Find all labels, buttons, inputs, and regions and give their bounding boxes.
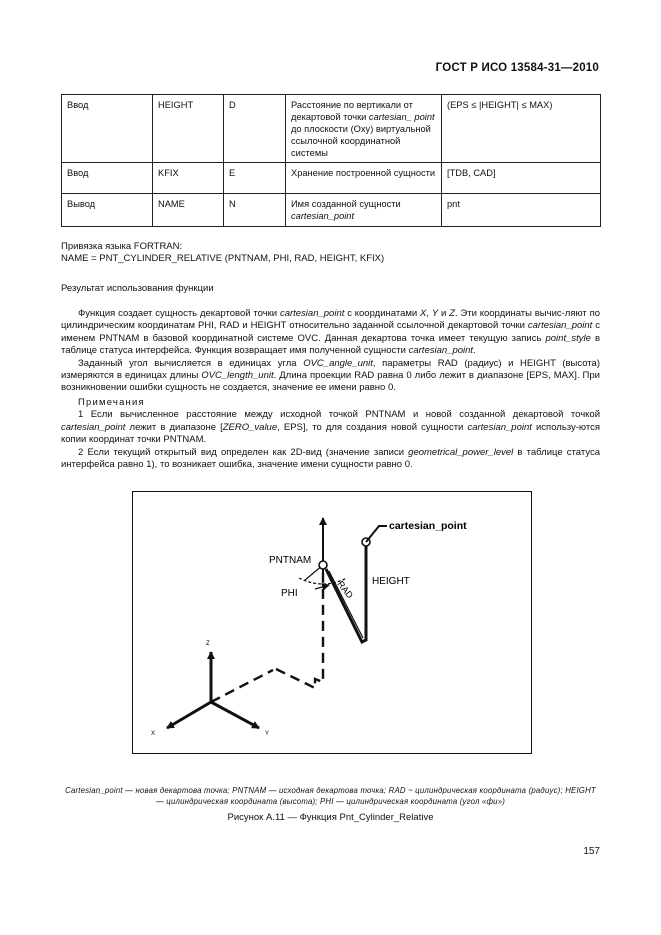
phi-label: PHI (281, 588, 298, 599)
figure-frame (132, 491, 532, 754)
cartesian-point-label: cartesian_point (389, 520, 467, 532)
table-cell-direction: Ввод (62, 95, 153, 163)
axis-z-label: Z (206, 641, 210, 647)
table-row (62, 163, 601, 194)
figure-legend: Cartesian_point — новая декартова точка; PNTNAM — исходная декартова точка; RAD ~ цилиндрическая координата (радиус); HEIGHT — цилиндрическая координата (высота); PHI — цилиндрическая координата (угол «фи») (65, 786, 596, 806)
table-cell-range: [TDB, CAD] (442, 163, 601, 194)
table-cell-description: Расстояние по вертикали от декартовой точки cartesian_ point до плоскости (Oxy) виртуальной ссылочной координатной системы (286, 95, 442, 163)
table-cell-type: N (224, 194, 286, 226)
height-label: HEIGHT (372, 576, 410, 587)
axis-y-line (211, 702, 259, 728)
fortran-binding (61, 241, 600, 266)
table-cell-name: NAME (153, 194, 224, 226)
fortran-heading: Привязка языка FORTRAN: (61, 241, 183, 252)
pntnam-projection-dashed (276, 562, 323, 688)
phi-leader-arrow (315, 585, 329, 589)
axis-x-label: X (151, 731, 156, 737)
table-cell-range: pnt (442, 194, 601, 226)
notes-heading: Примечания (78, 397, 145, 408)
table-cell-range: (EPS ≤ |HEIGHT| ≤ MAX) (442, 95, 601, 163)
rad-label: RAD (335, 579, 356, 601)
parameter-table (61, 94, 601, 227)
table-cell-direction: Вывод (62, 194, 153, 226)
cartesian-point-leader (366, 526, 387, 542)
page-number: 157 (583, 846, 600, 857)
figure-caption: Рисунок А.11 — Функция Pnt_Cylinder_Relative (227, 812, 434, 823)
table-row (62, 194, 601, 226)
table-cell-direction: Ввод (62, 163, 153, 194)
cylinder-diagram (133, 492, 530, 752)
note-2: 2 Если текущий открытый вид определен как 2D-вид (значение записи geometrical_power_level в таблице статуса интерфейса равно 1), то возникает ошибка, значение имени сущности равно 0. (61, 446, 600, 471)
axis-x-line (167, 702, 211, 728)
notes (61, 397, 600, 471)
paragraph-1: Функция создает сущность декартовой точки cartesian_point с координатами X, Y и Z. Эти координаты вычис-ляют по цилиндрическим координатам PHI, RAD и HEIGHT относительно заданной ссылочной декартовой точки cartesian_point с именем PNTNAM в базовой координатной системе OVC. Данная декартова точка имеет текущую запись point_style в таблице статуса интерфейса. Функция возвращает имя полученной сущности cartesian_point. (61, 308, 601, 357)
result-paragraphs (61, 308, 600, 395)
document-header: ГОСТ Р ИСО 13584-31—2010 (435, 62, 599, 74)
axis-y-label: Y (265, 731, 270, 737)
note-1: 1 Если вычисленное расстояние между исходной точкой PNTNAM и новой созданной декартовой точкой cartesian_point лежит в диапазоне [ZERO_value, EPS], то для создания новой сущности cartesian_point использу-ются копии координат точки PNTNAM. (61, 409, 600, 446)
table-cell-type: E (224, 163, 286, 194)
paragraph-2: Заданный угол вычисляется в единицах угла OVC_angle_unit, параметры RAD (радиус) и HEIGHT (высота) измеряются в единицах длины OVC_length_unit. Длина проекции RAD равна 0 либо лежит в диапазоне [EPS, MAX]. При возникновении ошибки сущность не создается, значение ее имени равно 0. (61, 357, 600, 394)
table-cell-description: Хранение построенной сущности (286, 163, 442, 194)
table-cell-type: D (224, 95, 286, 163)
fortran-signature: NAME = PNT_CYLINDER_RELATIVE (PNTNAM, PHI, RAD, HEIGHT, KFIX) (61, 253, 385, 265)
table-cell-description: Имя созданной сущности cartesian_point (286, 194, 442, 226)
result-heading: Результат использования функции (61, 283, 214, 294)
pntnam-label: PNTNAM (269, 555, 312, 566)
origin-offset-dashed (211, 670, 273, 702)
table-row (62, 95, 601, 163)
table-cell-name: KFIX (153, 163, 224, 194)
table-cell-name: HEIGHT (153, 95, 224, 163)
pntnam-point (319, 561, 327, 569)
